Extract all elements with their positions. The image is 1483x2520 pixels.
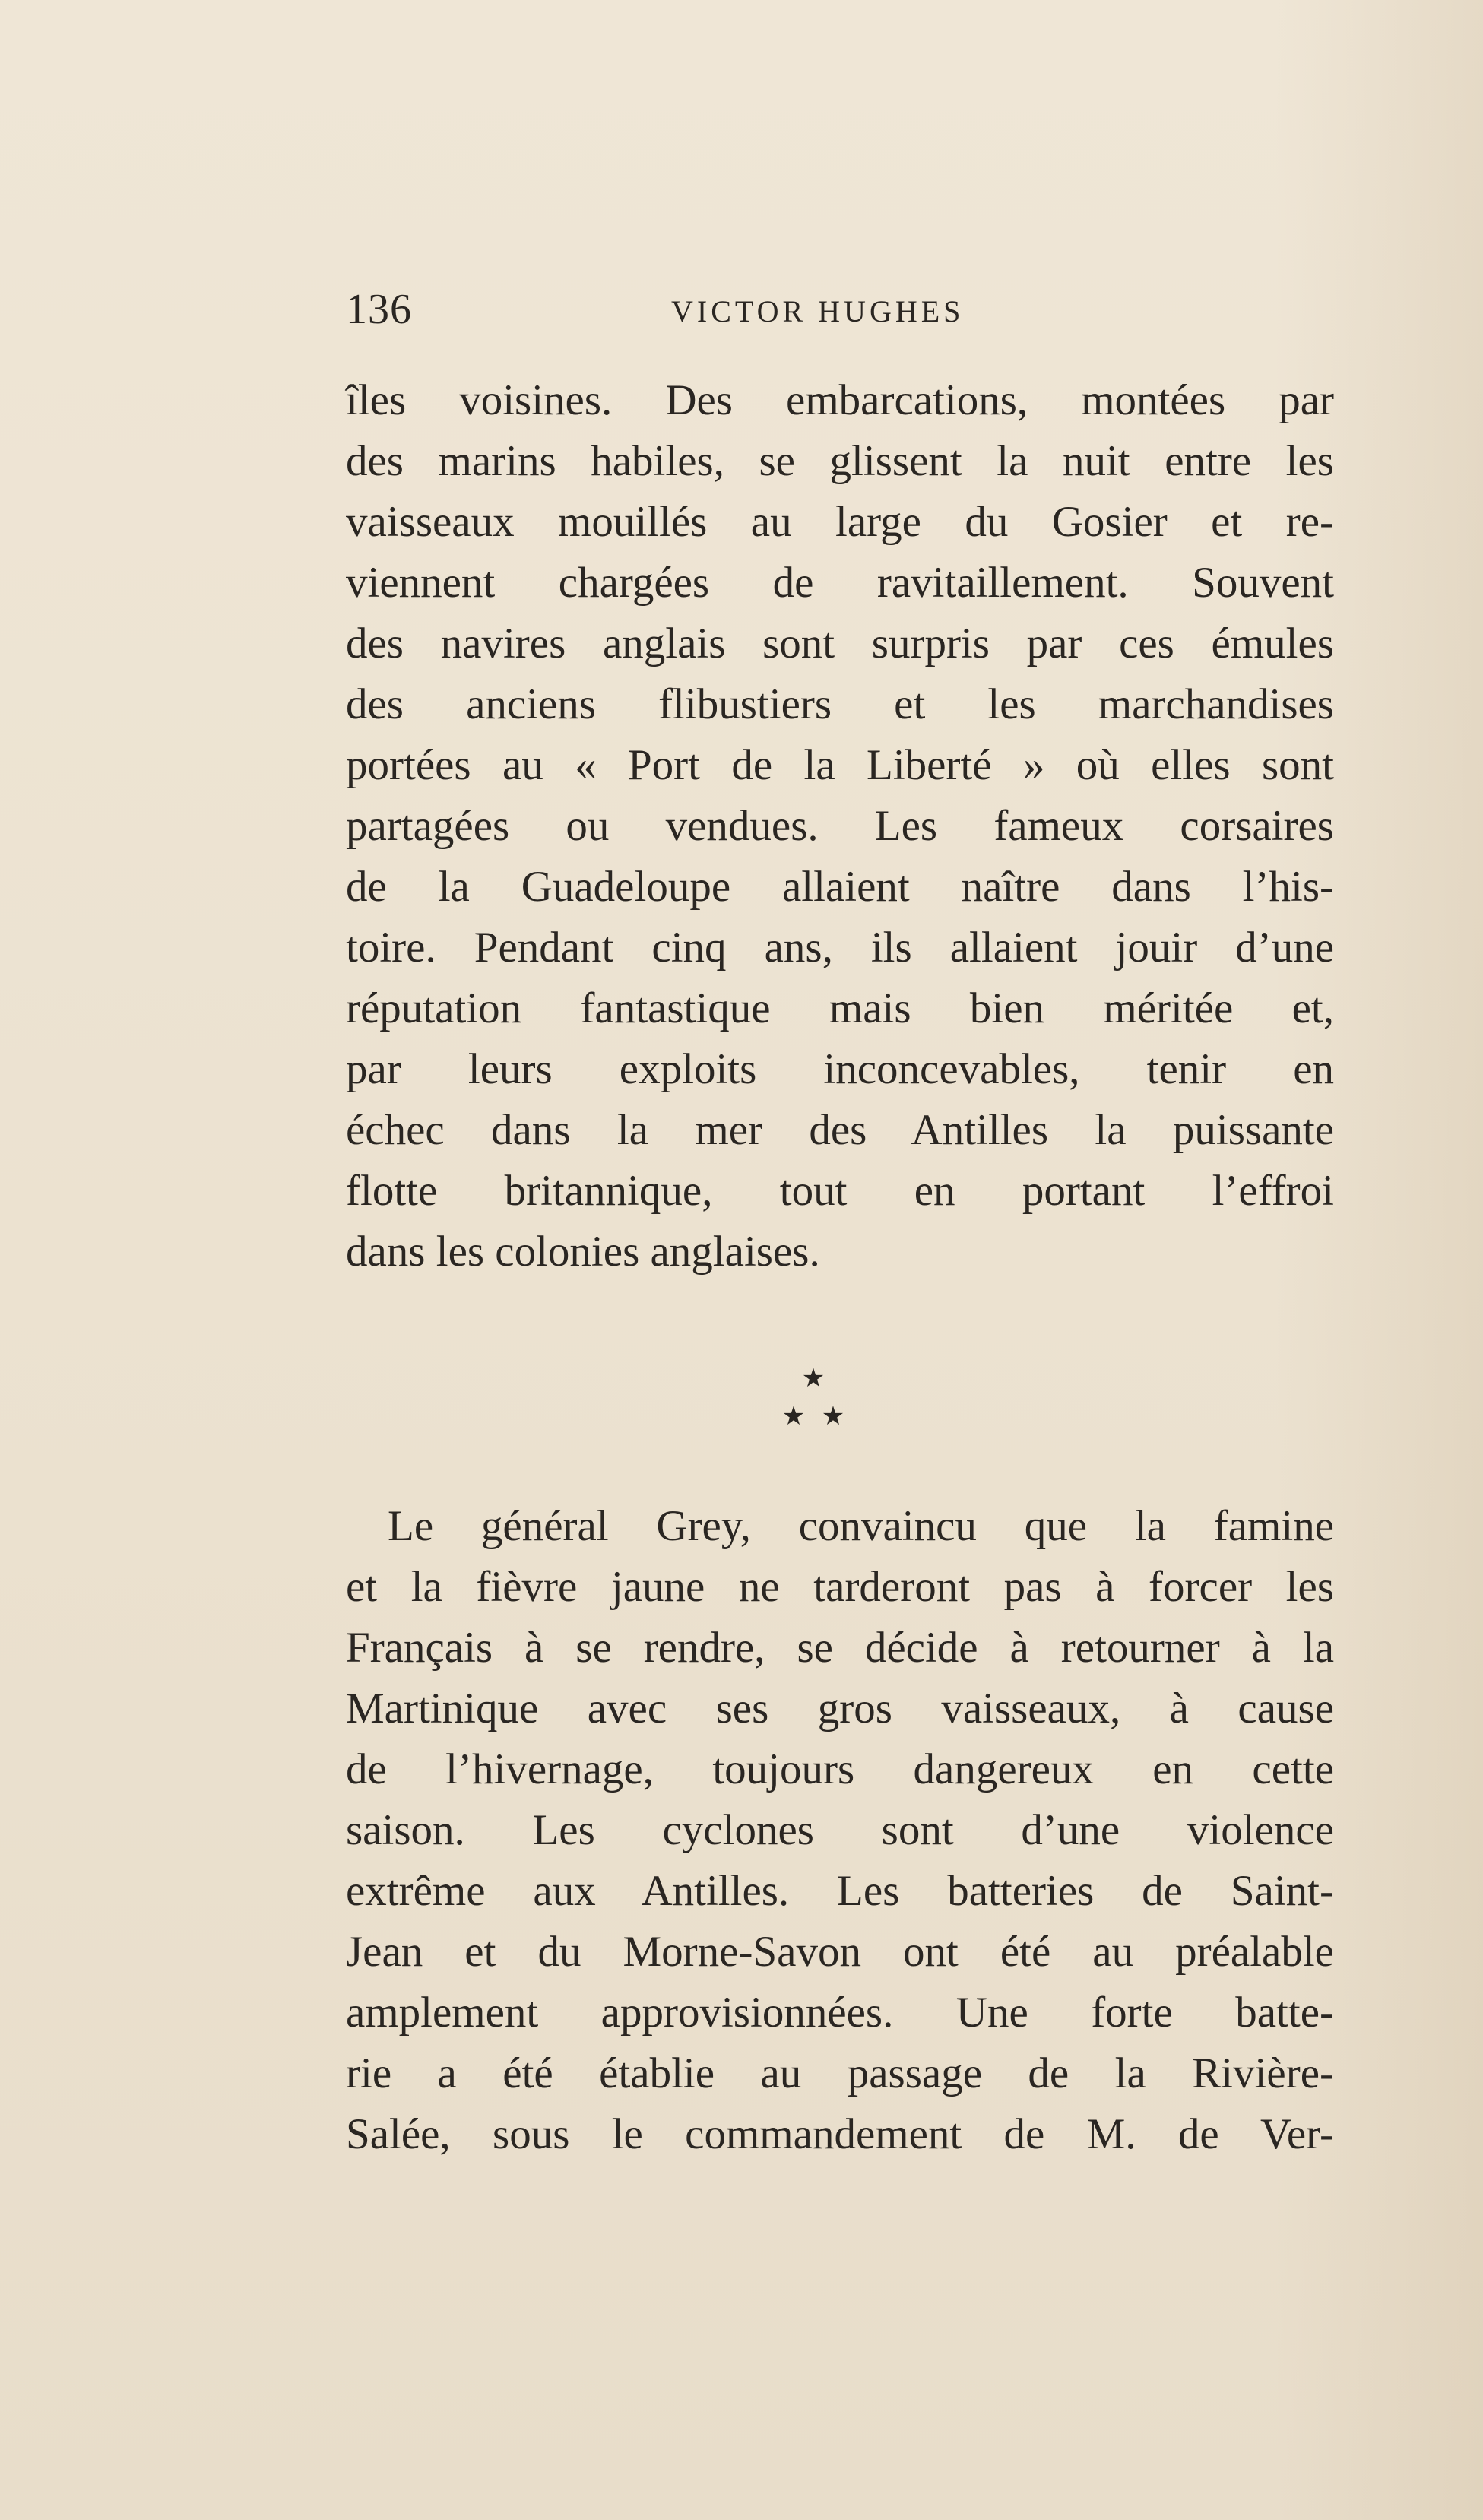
text-line: partagées ou vendues. Les fameux corsaires	[346, 802, 1334, 850]
text-line: et la fièvre jaune ne tarderont pas à forcer les	[346, 1563, 1334, 1611]
text-line: portées au « Port de la Liberté » où elles sont	[346, 741, 1334, 789]
text-line: réputation fantastique mais bien méritée et,	[346, 984, 1334, 1032]
running-head	[346, 283, 1334, 336]
text-line: extrême aux Antilles. Les batteries de Saint-	[346, 1867, 1334, 1915]
paragraph-2	[346, 1496, 1334, 2165]
text-line: des marins habiles, se glissent la nuit entre les	[346, 437, 1334, 485]
text-line: Le général Grey, convaincu que la famine	[388, 1502, 1334, 1550]
asterism-icon	[768, 1361, 859, 1444]
text-line: Martinique avec ses gros vaisseaux, à cause	[346, 1685, 1334, 1732]
svg-text:★: ★	[821, 1401, 845, 1431]
text-line: des navires anglais sont surpris par ces émules	[346, 620, 1334, 667]
svg-text:★: ★	[781, 1401, 806, 1431]
text-line: des anciens flibustiers et les marchandises	[346, 680, 1334, 728]
text-line: par leurs exploits inconcevables, tenir en	[346, 1045, 1334, 1093]
text-line: Français à se rendre, se décide à retourner à la	[346, 1624, 1334, 1672]
asterism-separator	[768, 1361, 859, 1444]
paragraph-1	[346, 370, 1334, 1282]
text-line: saison. Les cyclones sont d’une violence	[346, 1806, 1334, 1854]
text-line: toire. Pendant cinq ans, ils allaient jouir d’une	[346, 924, 1334, 972]
text-line: flotte britannique, tout en portant l’effroi	[346, 1167, 1334, 1215]
text-line: Salée, sous le commandement de M. de Ver-	[346, 2110, 1334, 2158]
text-line: vaisseaux mouillés au large du Gosier et re-	[346, 498, 1334, 546]
text-line: dans les colonies anglaises.	[346, 1228, 820, 1276]
text-line: viennent chargées de ravitaillement. Souvent	[346, 559, 1334, 607]
text-line: de la Guadeloupe allaient naître dans l’his-	[346, 863, 1334, 911]
text-line: Jean et du Morne-Savon ont été au préalable	[346, 1928, 1334, 1976]
running-title: VICTOR HUGHES	[671, 294, 965, 328]
text-line: îles voisines. Des embarcations, montées par	[346, 376, 1334, 424]
svg-text:★: ★	[801, 1363, 825, 1393]
text-line: de l’hivernage, toujours dangereux en cette	[346, 1745, 1334, 1793]
text-line: échec dans la mer des Antilles la puissante	[346, 1106, 1334, 1154]
text-line: amplement approvisionnées. Une forte batte-	[346, 1989, 1334, 2037]
text-line: rie a été établie au passage de la Rivière-	[346, 2049, 1334, 2097]
page-number: 136	[346, 286, 412, 333]
